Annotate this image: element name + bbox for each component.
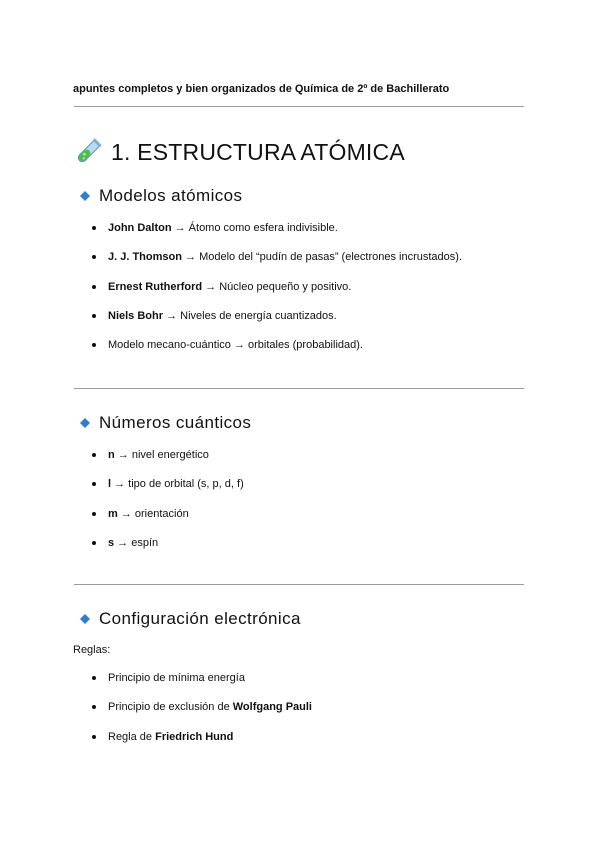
- item-bold: Ernest Rutherford: [108, 280, 203, 293]
- item-text: → nivel energético: [114, 449, 209, 461]
- diamond-bullet-icon: [80, 614, 90, 624]
- divider: [74, 584, 524, 585]
- diamond-bullet-icon: [80, 418, 90, 428]
- list-item: [92, 308, 462, 337]
- section-heading-text: Números cuánticos: [99, 413, 252, 432]
- item-bold: Niels Bohr: [108, 309, 164, 322]
- list-item: [92, 506, 244, 535]
- divider: [74, 106, 524, 107]
- item-text: → Núcleo pequeño y positivo.: [202, 280, 352, 293]
- item-text: Principio de mínima energía: [108, 672, 245, 684]
- list-item: [92, 279, 462, 308]
- page-title: [73, 137, 405, 167]
- item-text: Principio de exclusión de: [108, 701, 233, 714]
- bullet-list-numeros: [92, 447, 244, 564]
- bullet-list-modelos: [92, 220, 462, 366]
- list-item: [92, 337, 462, 366]
- test-tube-icon: [73, 137, 103, 167]
- item-bold: John Dalton: [108, 222, 172, 234]
- intro-text: apuntes completos y bien organizados de Química de 2º de Bachillerato: [73, 83, 450, 95]
- item-text: Regla de: [108, 730, 156, 743]
- item-text: → orientación: [117, 507, 189, 520]
- section-heading-text: Configuración electrónica: [99, 609, 301, 628]
- page-title-text: 1. ESTRUCTURA ATÓMICA: [111, 138, 405, 165]
- item-bold: m: [108, 507, 118, 520]
- list-item: [92, 447, 244, 476]
- item-bold: s: [108, 536, 115, 549]
- item-text: Modelo mecano-cuántico → orbitales (probabilidad).: [108, 339, 363, 352]
- list-item: [92, 535, 244, 564]
- list-item: [92, 699, 312, 728]
- item-bold: Wolfgang Pauli: [232, 701, 312, 714]
- item-bold: l: [108, 478, 112, 491]
- rules-label: Reglas:: [73, 644, 111, 656]
- item-bold: n: [108, 449, 115, 461]
- list-item: [92, 249, 462, 278]
- diamond-bullet-icon: [80, 191, 90, 201]
- list-item: [92, 670, 312, 699]
- item-bold: Friedrich Hund: [155, 730, 234, 743]
- section-heading-configuracion: [80, 608, 301, 630]
- item-text: → Modelo del “pudín de pasas” (electrones incrustados).: [181, 251, 463, 264]
- section-heading-numeros: [80, 412, 251, 434]
- item-text: → tipo de orbital (s, p, d, f): [111, 478, 244, 491]
- section-heading-text: Modelos atómicos: [99, 186, 243, 205]
- section-heading-modelos: [80, 185, 242, 207]
- bullet-list-reglas: [92, 670, 312, 758]
- item-text: → espín: [114, 536, 159, 549]
- list-item: [92, 220, 462, 249]
- divider: [74, 388, 524, 389]
- item-bold: J. J. Thomson: [108, 251, 182, 264]
- item-text: → Átomo como esfera indivisible.: [171, 222, 338, 234]
- item-text: → Niveles de energía cuantizados.: [163, 309, 337, 322]
- list-item: [92, 729, 312, 758]
- list-item: [92, 476, 244, 505]
